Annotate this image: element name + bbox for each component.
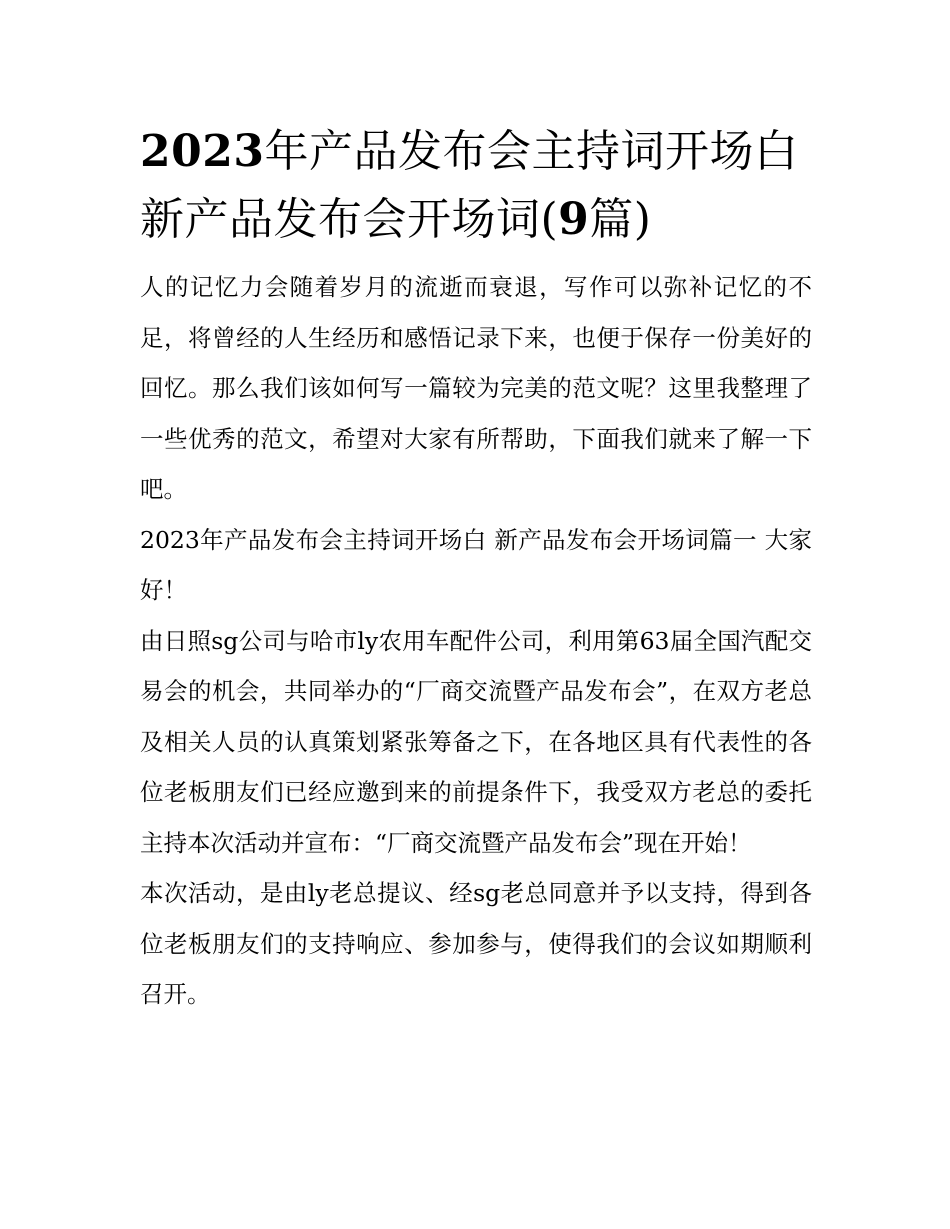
section-heading-paragraph: 2023年产品发布会主持词开场白 新产品发布会开场词篇一 大家好！ (140, 525, 812, 604)
title-text: 年产品发布会主持词开场白 新产品发布会开场词( (140, 126, 799, 245)
title-suffix: 篇) (589, 194, 652, 245)
document-title (140, 118, 812, 254)
body-paragraph: 本次活动，是由ly老总提议、经sg老总同意并予以支持，得到各位老板朋友们的支持响应、参加参与，使得我们的会议如期顺利召开。 (140, 879, 812, 1008)
title-count: 9 (558, 194, 590, 245)
title-year: 2023 (140, 126, 265, 177)
body-paragraph: 由日照sg公司与哈市ly农用车配件公司，利用第63届全国汽配交易会的机会，共同举办的“厂商交流暨产品发布会”，在双方老总及相关人员的认真策划紧张筹备之下，在各地区具有代表性的各位老板朋友们已经应邀到来的前提条件下，我受双方老总的委托主持本次活动并宣布：“厂商交流暨产品发布会”现在开始！ (140, 626, 812, 857)
intro-paragraph: 人的记忆力会随着岁月的流逝而衰退，写作可以弥补记忆的不足，将曾经的人生经历和感悟记录下来，也便于保存一份美好的回忆。那么我们该如何写一篇较为完美的范文呢？这里我整理了一些优秀的范文，希望对大家有所帮助，下面我们就来了解一下吧。 (140, 273, 812, 503)
document-page (140, 118, 812, 1020)
